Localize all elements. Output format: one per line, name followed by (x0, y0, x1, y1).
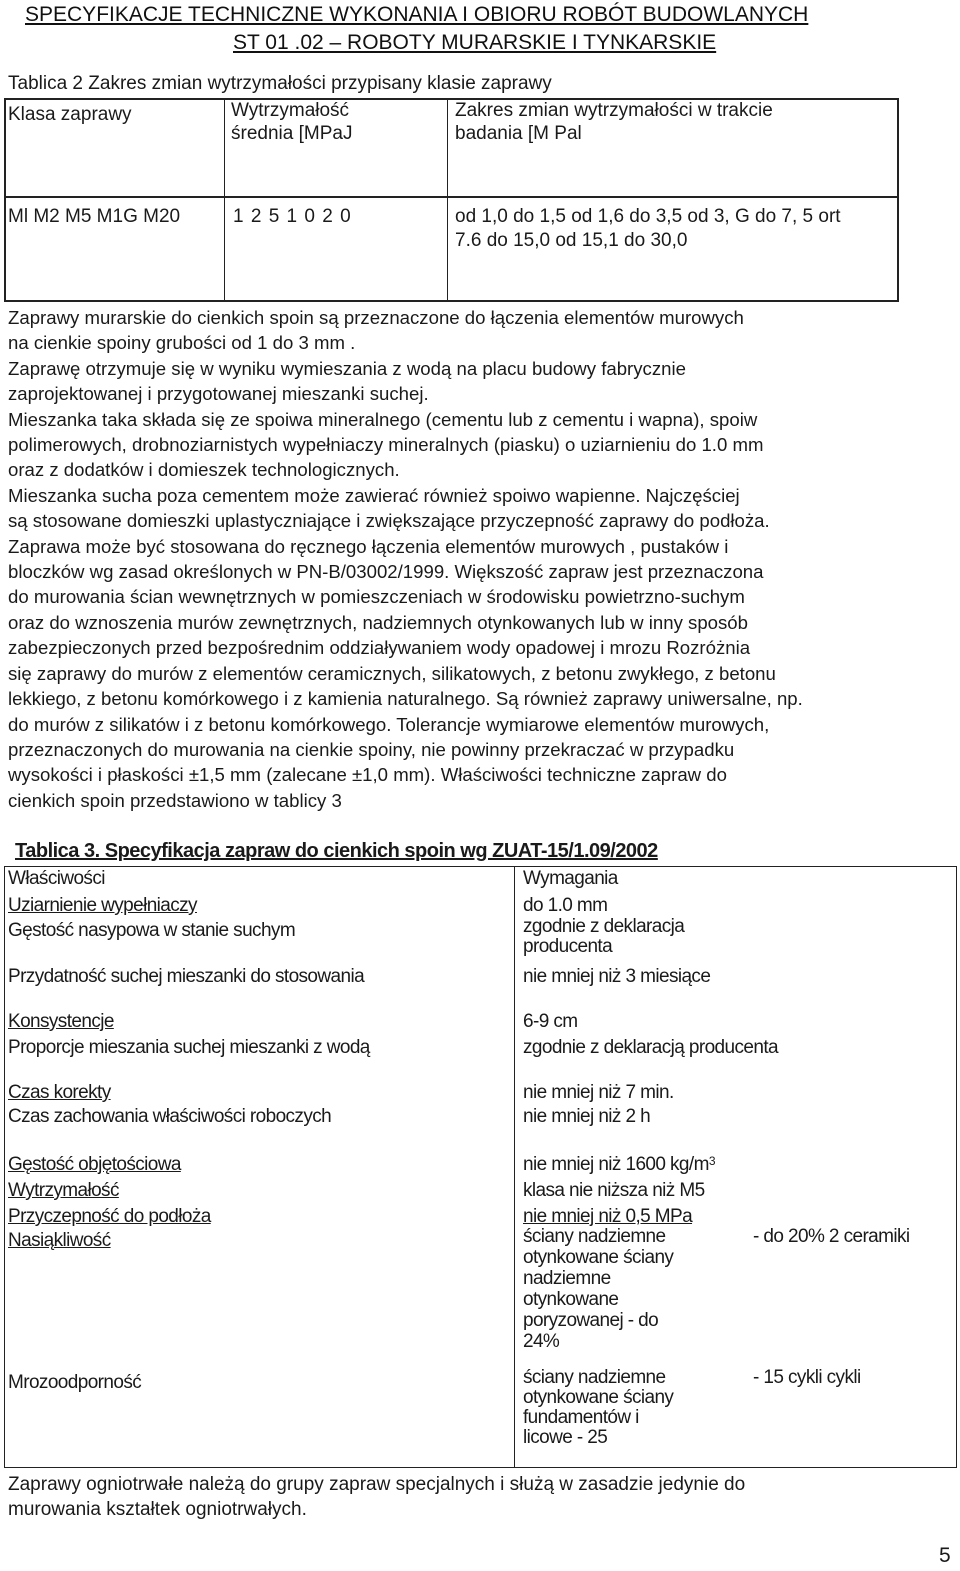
body-line: cienkich spoin przedstawiono w tablicy 3 (8, 789, 342, 811)
doc-header-line1: SPECYFIKACJE TECHNICZNE WYKONANIA I OBIORU ROBÓT BUDOWLANYCH (25, 3, 809, 26)
table3-title: Tablica 3. Specyfikacja zapraw do cienkich spoin wg ZUAT-15/1.09/2002 (15, 840, 658, 862)
table3-req: zgodnie z deklaracją producenta (523, 1037, 778, 1058)
body-line: zaprojektowanej i przygotowanej mieszanki suchej. (8, 383, 429, 405)
table3-req: nie mniej niż 2 h (523, 1106, 651, 1127)
table3-prop: Proporcje mieszania suchej mieszanki z wodą (8, 1037, 370, 1058)
table2-strengths: 1 2 5 1 0 2 0 (233, 206, 352, 227)
table3-req-extra: - 15 cykli cykli (753, 1367, 861, 1388)
table3-req-line: ściany nadziemne (523, 1226, 666, 1247)
table2-title: Tablica 2 Zakres zmian wytrzymałości przypisany klasie zaprawy (8, 73, 552, 94)
table3-req-line: otynkowane (523, 1289, 619, 1310)
table2-header-strength-1: Wytrzymałość (231, 100, 350, 121)
table2-header-range-1: Zakres zmian wytrzymałości w trakcie (455, 100, 773, 121)
table3-prop: Wytrzymałość (8, 1180, 119, 1201)
table3-header-properties: Właściwości (8, 868, 105, 889)
table3-req-line: otynkowane ściany (523, 1247, 674, 1268)
table3-req-line: otynkowane ściany (523, 1387, 674, 1408)
table3-req-extra: - do 20% 2 ceramiki (753, 1226, 910, 1247)
table3-prop: Gęstość nasypowa w stanie suchym (8, 920, 296, 941)
table2-classes: Ml M2 M5 M1G M20 (8, 206, 181, 227)
table3-prop: Czas zachowania właściwości roboczych (8, 1106, 332, 1127)
footer-text (8, 1472, 745, 1522)
table3-req: nie mniej niż 7 min. (523, 1082, 674, 1103)
table3-prop: Przydatność suchej mieszanki do stosowania (8, 966, 365, 987)
table3-req (523, 1155, 715, 1176)
table3-req-superscript: 3 (708, 1154, 715, 1168)
table2-ranges-line1: od 1,0 do 1,5 od 1,6 do 3,5 od 3, G do 7, 5 ort (455, 206, 841, 227)
body-line: Zaprawę otrzymuje się w wyniku wymieszania z wodą na placu budowy fabrycznie (8, 357, 686, 379)
table3-prop: Gęstość objętościowa (8, 1154, 181, 1175)
table3-req-line: ściany nadziemne (523, 1367, 666, 1388)
table3-req-line: nadziemne (523, 1268, 611, 1289)
body-line: oraz z dodatków i domieszek technologicznych. (8, 459, 400, 481)
table3-req-line: licowe - 25 (523, 1427, 608, 1448)
table3-header-requirements: Wymagania (523, 868, 618, 889)
body-line: do murowania ścian wewnętrznych w pomieszczeniach w środowisku powietrzno-suchym (8, 586, 745, 608)
table3-req-line: 24% (523, 1331, 560, 1352)
table3-req: 6-9 cm (523, 1011, 578, 1032)
table3-req: do 1.0 mm (523, 895, 608, 916)
body-line: do murów z silikatów i z betonu komórkowego. Tolerancje wymiarowe elementów murowych, (8, 713, 770, 735)
body-line: są stosowane domieszki uplastyczniające i zwiększające przyczepność zaprawy do podłoża. (8, 510, 770, 532)
table3-req: producenta (523, 936, 613, 957)
table3-req-line: fundamentów i (523, 1407, 639, 1428)
body-line: Mieszanka taka składa się ze spoiwa mineralnego (cementu lub z cementu i wapna), spoiw (8, 408, 758, 430)
table3-req: nie mniej niż 0,5 MPa (523, 1206, 693, 1227)
table3-req: zgodnie z deklaracja (523, 916, 685, 937)
table3-req: nie mniej niż 3 miesiące (523, 966, 711, 987)
table3-prop: Przyczepność do podłoża (8, 1206, 211, 1227)
table2-header-strength-2: średnia [MPaJ (231, 123, 353, 144)
footer-line: murowania kształtek ogniotrwałych. (8, 1499, 307, 1520)
table3-req: klasa nie niższa niż M5 (523, 1180, 705, 1201)
doc-header-line2: ST 01 .02 – ROBOTY MURARSKIE I TYNKARSKIE (233, 31, 717, 54)
footer-line: Zaprawy ogniotrwałe należą do grupy zapraw specjalnych i służą w zasadzie jedynie do (8, 1474, 746, 1495)
body-line: zabezpieczonych przed bezpośrednim oddziaływaniem wody opadowej i mrozu Rozróżnia (8, 637, 751, 659)
body-line: oraz do wznoszenia murów zewnętrznych, nadziemnych otynkowanych lub w inny sposób (8, 611, 748, 633)
body-line: lekkiego, z betonu komórkowego i z kamienia naturalnego. Są również zaprawy uniwersalne, np. (8, 688, 803, 710)
body-line: polimerowych, drobnoziarnistych wypełniaczy mineralnych (piasku) o uziarnieniu do 1.0 mm (8, 434, 764, 456)
table3-prop: Uziarnienie wypełniaczy (8, 895, 197, 916)
body-line: Zaprawa może być stosowana do ręcznego łączenia elementów murowych , pustaków i (8, 535, 729, 557)
page-number: 5 (939, 1544, 951, 1567)
table2-header-class: Klasa zaprawy (8, 104, 132, 125)
table2-header-range-2: badania [M Pal (455, 123, 582, 144)
body-line: Mieszanka sucha poza cementem może zawierać również spoiwo wapienne. Najczęściej (8, 484, 740, 506)
body-text (8, 305, 952, 813)
body-line: bloczków wg zasad określonych w PN-B/03002/1999. Większość zapraw jest przeznaczona (8, 561, 764, 583)
table2-ranges-line2: 7.6 do 15,0 od 15,1 do 30,0 (455, 230, 688, 251)
body-line: się zaprawy do murów z elementów ceramicznych, silikatowych, z betonu zwykłego, z betonu (8, 662, 776, 684)
table3-prop: Czas korekty (8, 1082, 111, 1103)
table3-prop: Mrozoodporność (8, 1372, 142, 1393)
body-line: przeznaczonych do murowania na cienkie spoiny, nie powinny przekraczać w przypadku (8, 738, 735, 760)
table3-req-line: poryzowanej - do (523, 1310, 659, 1331)
table3-prop: Nasiąkliwość (8, 1230, 111, 1251)
body-line: Zaprawy murarskie do cienkich spoin są przeznaczone do łączenia elementów murowych (8, 307, 744, 328)
table3-req-text: nie mniej niż 1600 kg/m (523, 1154, 709, 1175)
table3-prop: Konsystencje (8, 1011, 114, 1032)
body-line: na cienkie spoiny grubości od 1 do 3 mm . (8, 332, 356, 354)
body-line: wysokości i płaskości ±1,5 mm (zalecane ±1,0 mm). Właściwości techniczne zapraw do (8, 764, 727, 786)
